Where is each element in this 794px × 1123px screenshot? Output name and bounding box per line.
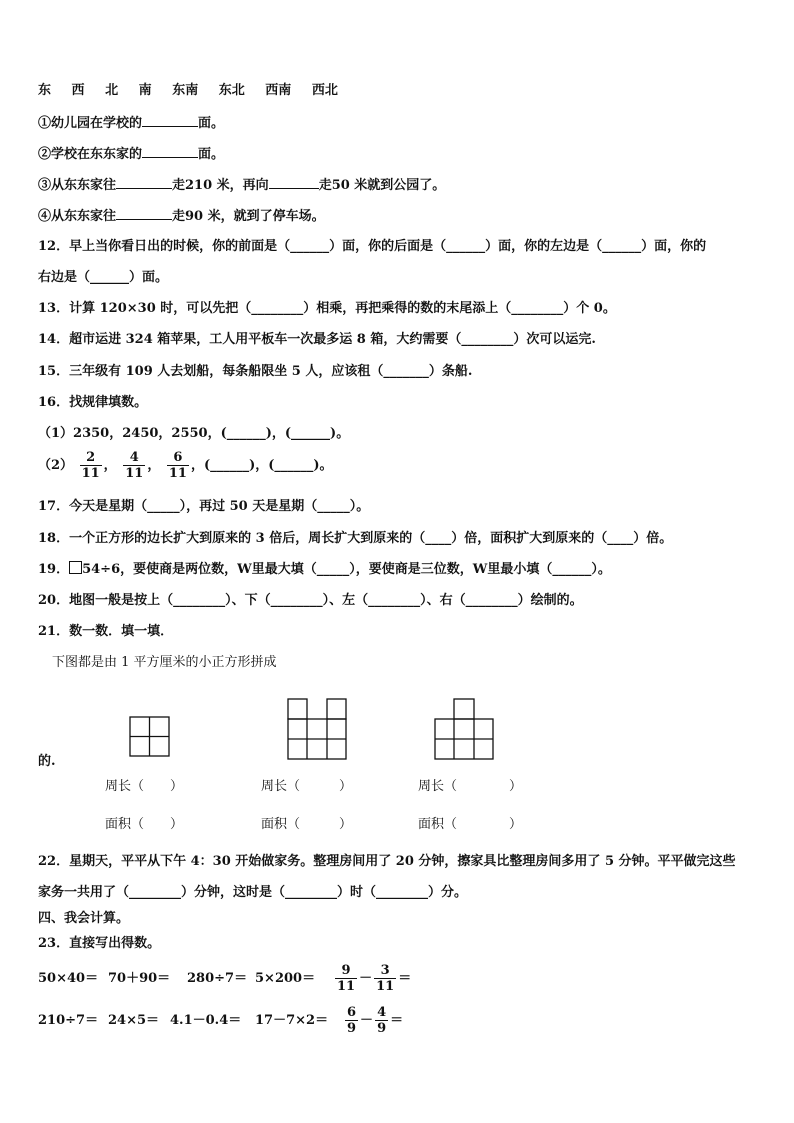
q11-item-4: ④从东东家往 走90 米，就到了停车场。	[38, 209, 325, 224]
q11-item-2: ②学校在东东家的 面。	[38, 147, 225, 162]
perimeter-label-3: 周长（ ）	[418, 779, 523, 794]
calc-row-1: 50×40＝ 70＋90＝ 280÷7＝ 5×200＝ $\frac{9}{11}$ － $\frac{3}{11}$ ＝	[38, 963, 412, 994]
question-21-subtitle: 下图都是由 1 平方厘米的小正方形拼成	[52, 655, 277, 670]
answer-blank[interactable]	[142, 145, 198, 158]
question-15: 15．三年级有 109 人去划船，每条船限坐 5 人，应该租（_______）条船.	[38, 364, 473, 379]
answer-blank[interactable]	[142, 114, 198, 127]
figure-shape-2	[287, 698, 349, 763]
question-16-title: 16．找规律填数。	[38, 395, 148, 410]
fraction: $\frac{9}{11}$	[337, 963, 356, 994]
question-18: 18．一个正方形的边长扩大到原来的 3 倍后，周长扩大到原来的（____）倍，面积扩大到原来的（____）倍。	[38, 531, 673, 546]
fraction: $\frac{3}{11}$	[376, 963, 395, 994]
question-21-title: 21．数一数．填一填．	[38, 624, 174, 639]
direction-southeast: 东南	[172, 83, 199, 98]
direction-south: 南	[138, 83, 152, 98]
question-22-line-2: 家务一共用了（________）分钟，这时是（________）时（________）分。	[38, 885, 468, 900]
fraction: $\frac{2}{11}$	[81, 450, 100, 481]
direction-north: 北	[105, 83, 119, 98]
direction-east: 东	[38, 83, 52, 98]
figure-shape-3	[434, 698, 496, 763]
fraction: $\frac{6}{11}$	[168, 450, 187, 481]
area-label-1: 面积（ ）	[105, 817, 184, 832]
direction-northwest: 西北	[311, 83, 338, 98]
q11-item-3: ③从东东家往 走210 米，再向 走50 米就到公园了。	[38, 178, 446, 193]
question-19: 19． 54÷6，要使商是两位数，W里最大填（_____），要使商是三位数，W里最小填（______）。	[38, 562, 611, 577]
fraction: $\frac{4}{9}$	[377, 1005, 387, 1036]
answer-blank[interactable]	[116, 176, 172, 189]
perimeter-label-1: 周长（ ）	[105, 779, 184, 794]
figure-shape-1	[129, 716, 171, 758]
question-16-part-2: （2） $\frac{2}{11}$ ， $\frac{4}{11}$ ， $\frac{6}{11}$ ，(______)，(______)。	[38, 450, 333, 481]
question-14: 14．超市运进 324 箱苹果，工人用平板车一次最多运 8 箱，大约需要（________）次可以运完.	[38, 332, 596, 347]
direction-words	[38, 82, 338, 100]
question-21-de: 的.	[38, 754, 56, 769]
perimeter-label-2: 周长（ ）	[261, 779, 353, 794]
question-22-line-1: 22．星期天，平平从下午 4：30 开始做家务。整理房间用了 20 分钟，擦家具比整理房间多用了 5 分钟。平平做完这些	[38, 854, 736, 869]
fraction: $\frac{4}{11}$	[125, 450, 144, 481]
area-label-2: 面积（ ）	[261, 817, 353, 832]
question-23-title: 23．直接写出得数。	[38, 936, 161, 951]
area-label-3: 面积（ ）	[418, 817, 523, 832]
calc-row-2: 210÷7＝ 24×5＝ 4.1－0.4＝ 17－7×2＝ $\frac{6}{9}$ － $\frac{4}{9}$ ＝	[38, 1005, 404, 1036]
question-17: 17．今天是星期（_____），再过 50 天是星期（_____）。	[38, 499, 370, 514]
section-4-heading: 四、我会计算。	[38, 911, 130, 926]
question-12-line-1: 12．早上当你看日出的时候，你的前面是（______）面，你的后面是（______）面，你的左边是（______）面，你的	[38, 239, 707, 254]
answer-blank[interactable]	[269, 176, 319, 189]
direction-west: 西	[71, 83, 85, 98]
question-12-line-2: 右边是（______）面。	[38, 270, 169, 285]
fraction: $\frac{6}{9}$	[347, 1005, 357, 1036]
q11-item-1: ①幼儿园在学校的 面。	[38, 116, 225, 131]
question-16-part-1: （1）2350，2450，2550，(______)，(______)。	[38, 426, 350, 441]
answer-blank[interactable]	[116, 207, 172, 220]
question-13: 13．计算 120×30 时，可以先把（________）相乘，再把乘得的数的末尾添上（________）个 0。	[38, 301, 616, 316]
direction-northeast: 东北	[218, 83, 245, 98]
question-20: 20．地图一般是按上（________）、下（________）、左（________）、右（________）绘制的。	[38, 593, 583, 608]
direction-southwest: 西南	[265, 83, 292, 98]
box-placeholder	[69, 561, 82, 574]
